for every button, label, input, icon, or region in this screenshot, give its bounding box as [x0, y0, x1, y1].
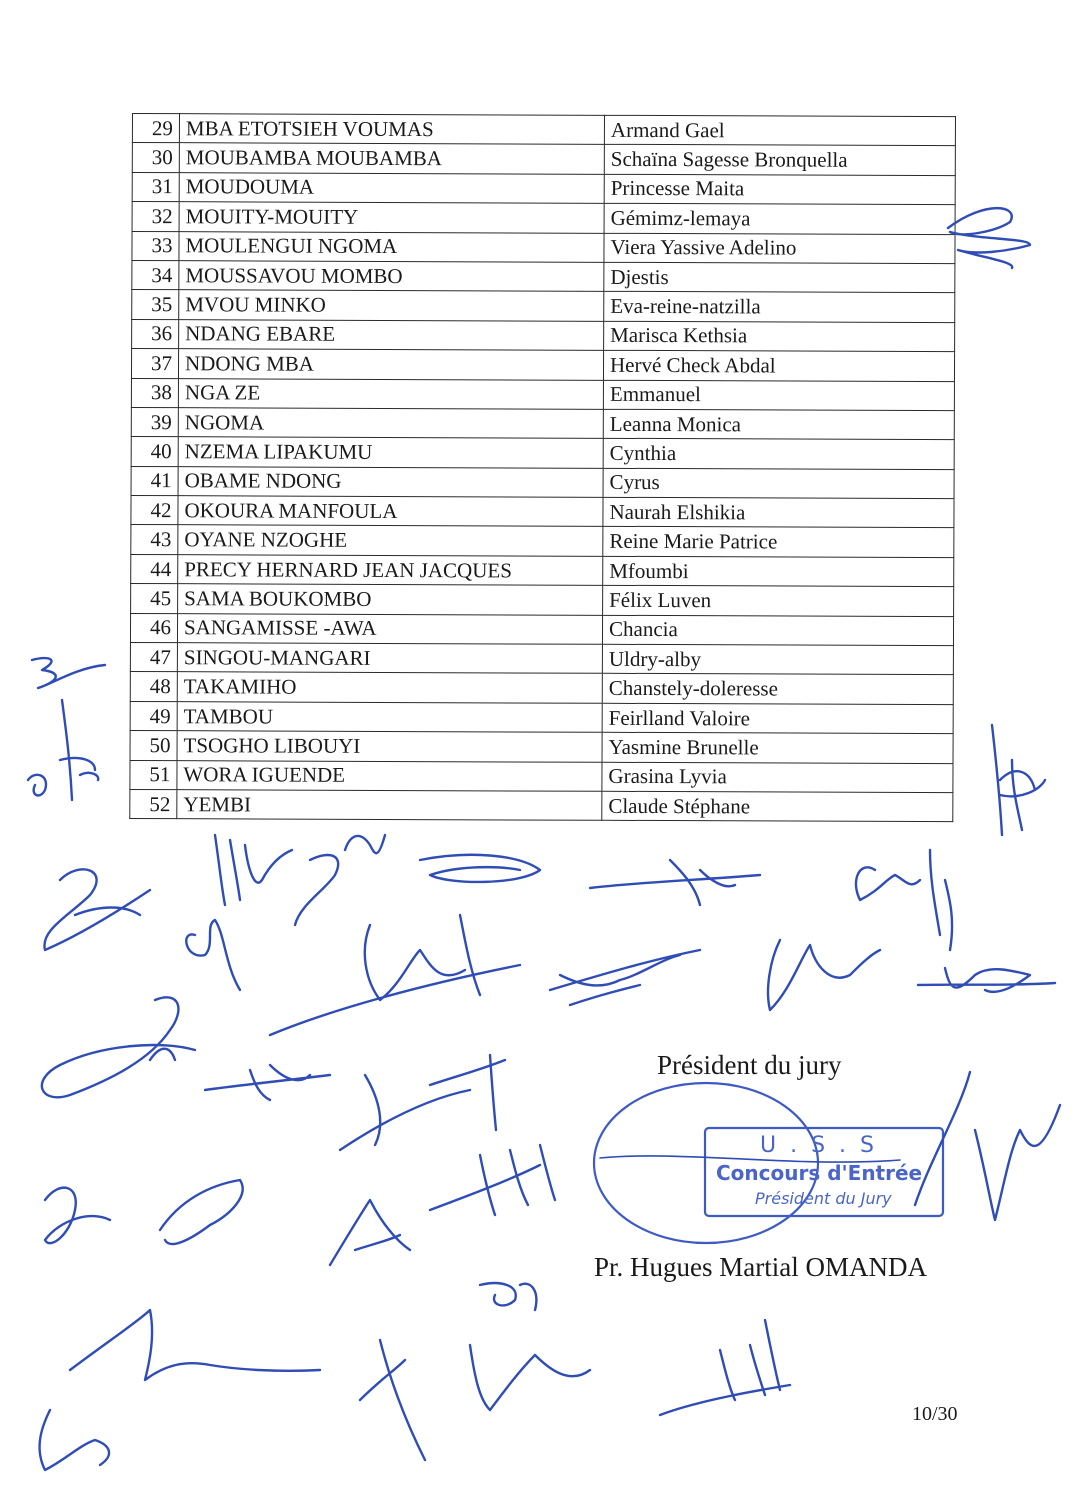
row-number: 52 — [130, 789, 177, 819]
signature-margin-right-1 — [948, 208, 1030, 268]
row-given-names: Cyrus — [603, 468, 954, 499]
row-given-names: Princesse Maita — [604, 174, 955, 205]
row-surname: NGOMA — [178, 408, 603, 439]
signature-13 — [340, 1055, 505, 1150]
row-given-names: Feirlland Valoire — [602, 703, 953, 734]
signature-19 — [70, 1310, 425, 1460]
page-number: 10/30 — [912, 1403, 958, 1425]
row-surname: SAMA BOUKOMBO — [178, 584, 603, 615]
row-given-names: Naurah Elshikia — [603, 497, 954, 528]
row-number: 38 — [131, 378, 178, 408]
signature-margin-left-2 — [28, 700, 98, 800]
row-given-names: Félix Luven — [603, 586, 954, 617]
row-number: 40 — [131, 437, 178, 467]
row-given-names: Cynthia — [603, 439, 954, 470]
row-surname: TAKAMIHO — [177, 672, 602, 703]
row-given-names: Leanna Monica — [603, 409, 954, 440]
row-number: 39 — [131, 407, 178, 437]
stamp-bottom-text: Président du Jury — [755, 1189, 892, 1208]
signature-6 — [856, 850, 952, 950]
signature-17 — [430, 1145, 555, 1215]
row-surname: MOUBAMBA MOUBAMBA — [179, 143, 604, 174]
signature-4 — [420, 855, 540, 882]
row-surname: OBAME NDONG — [178, 466, 603, 497]
row-surname: NZEMA LIPAKUMU — [178, 437, 603, 468]
row-given-names: Hervé Check Abdal — [603, 350, 954, 381]
row-number: 29 — [132, 114, 179, 144]
row-number: 51 — [130, 760, 177, 790]
row-surname: OKOURA MANFOULA — [178, 496, 603, 527]
signature-18 — [480, 1283, 536, 1310]
row-given-names: Chanstely-doleresse — [602, 674, 953, 705]
signature-3 — [295, 835, 385, 925]
signature-10 — [768, 940, 880, 1010]
row-surname: TSOGHO LIBOUYI — [177, 731, 602, 762]
row-number: 42 — [131, 496, 178, 526]
signature-margin-right-2 — [992, 725, 1045, 835]
signature-1 — [44, 869, 150, 950]
signature-14 — [45, 1188, 110, 1243]
row-number: 41 — [131, 466, 178, 496]
signature-margin-left-1 — [32, 658, 105, 688]
signature-15 — [160, 1180, 243, 1244]
row-number: 43 — [131, 525, 178, 555]
row-number: 35 — [132, 290, 179, 320]
row-surname: MOULENGUI NGOMA — [179, 231, 604, 262]
row-given-names: Marisca Kethsia — [604, 321, 955, 352]
row-surname: TAMBOU — [177, 701, 602, 732]
signature-caption: Président du jury — [657, 1050, 842, 1080]
row-number: 48 — [130, 672, 177, 702]
row-surname: SINGOU-MANGARI — [177, 643, 602, 674]
signature-2 — [215, 835, 292, 905]
row-given-names: Viera Yassive Adelino — [604, 233, 955, 264]
stamp-top-text: U.S.S — [760, 1133, 889, 1158]
signature-9 — [550, 950, 700, 1005]
row-surname: PRECY HERNARD JEAN JACQUES — [178, 555, 603, 586]
row-number: 31 — [132, 172, 179, 202]
row-number: 30 — [132, 143, 179, 173]
row-given-names: Yasmine Brunelle — [602, 733, 953, 764]
row-surname: SANGAMISSE -AWA — [177, 613, 602, 644]
row-given-names: Claude Stéphane — [602, 791, 953, 822]
official-stamp — [594, 1072, 970, 1243]
jury-president-name: Pr. Hugues Martial OMANDA — [594, 1252, 927, 1282]
signature-margin-right-3 — [975, 1105, 1060, 1220]
row-number: 36 — [132, 319, 179, 349]
row-surname: NGA ZE — [178, 378, 603, 409]
row-surname: MVOU MINKO — [179, 290, 604, 321]
row-number: 32 — [132, 202, 179, 232]
row-surname: MOUDOUMA — [179, 172, 604, 203]
stamp-middle-text: Concours d'Entrée — [716, 1161, 923, 1185]
row-surname: MOUITY-MOUITY — [179, 202, 604, 233]
signature-22 — [40, 1410, 110, 1470]
row-surname: NDONG MBA — [178, 349, 603, 380]
row-given-names: Schaïna Sagesse Bronquella — [604, 145, 955, 176]
row-number: 37 — [131, 349, 178, 379]
row-number: 46 — [130, 613, 177, 643]
row-surname: WORA IGUENDE — [177, 760, 602, 791]
row-given-names: Eva-reine-natzilla — [604, 292, 955, 323]
row-given-names: Uldry-alby — [602, 644, 953, 675]
row-surname: YEMBI — [177, 790, 602, 821]
signature-20 — [470, 1345, 590, 1410]
row-number: 50 — [130, 731, 177, 761]
row-given-names: Mfoumbi — [603, 556, 954, 587]
row-number: 33 — [132, 231, 179, 261]
row-given-names: Chancia — [602, 615, 953, 646]
row-number: 49 — [130, 701, 177, 731]
signature-11 — [42, 997, 195, 1097]
row-given-names: Grasina Lyvia — [602, 762, 953, 793]
signature-21 — [660, 1320, 790, 1415]
row-given-names: Armand Gael — [604, 115, 955, 146]
row-surname: NDANG EBARE — [179, 319, 604, 350]
signature-12 — [205, 1065, 330, 1100]
row-surname: MBA ETOTSIEH VOUMAS — [179, 114, 604, 145]
row-number: 47 — [130, 643, 177, 673]
row-surname: MOUSSAVOU MOMBO — [179, 261, 604, 292]
row-number: 45 — [131, 584, 178, 614]
row-given-names: Emmanuel — [603, 380, 954, 411]
row-surname: OYANE NZOGHE — [178, 525, 603, 556]
row-given-names: Reine Marie Patrice — [603, 527, 954, 558]
row-given-names: Djestis — [604, 262, 955, 293]
row-number: 34 — [132, 260, 179, 290]
signature-8 — [270, 915, 520, 1035]
signature-5 — [590, 860, 760, 905]
signature-16 — [330, 1200, 410, 1265]
signature-margin-right-4 — [918, 968, 1055, 992]
row-number: 44 — [131, 554, 178, 584]
row-given-names: Gémimz-lemaya — [604, 203, 955, 234]
signature-7 — [186, 920, 240, 990]
